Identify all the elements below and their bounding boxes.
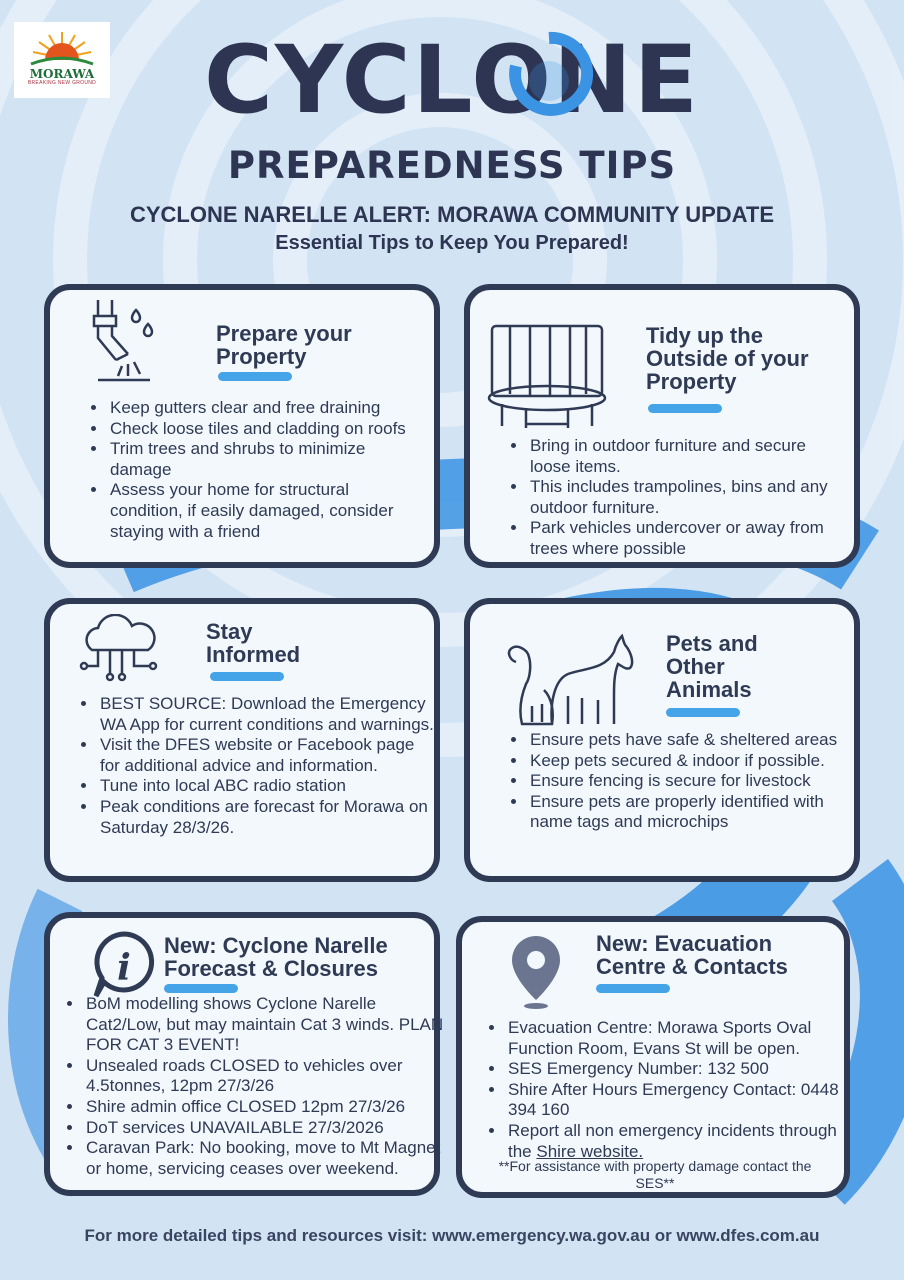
cyclone-o-icon — [504, 26, 594, 136]
shire-website-link[interactable]: Shire website. — [536, 1141, 644, 1161]
list-item: • BEST SOURCE: Download the Emergency WA App for current conditions and warnings. — [98, 694, 438, 735]
card-pets-animals — [464, 598, 860, 882]
title-underline — [596, 984, 670, 993]
tip-list — [506, 730, 868, 833]
card-title: New: Evacuation Centre & Contacts — [596, 931, 788, 979]
card-title: Stay Informed — [206, 619, 301, 667]
tip-list — [86, 398, 408, 542]
alert-heading: CYCLONE NARELLE ALERT: MORAWA COMMUNITY UPDATE — [129, 202, 775, 227]
list-item: • Trim trees and shrubs to minimize damage — [108, 439, 408, 480]
card-title: Pets and Other Animals — [666, 631, 758, 702]
list-item: • Check loose tiles and cladding on roofs — [108, 419, 408, 440]
location-pin-icon — [508, 934, 564, 1010]
gutter-rain-icon — [88, 296, 164, 384]
ses-note: **For assistance with property damage contact the SES** — [498, 1158, 812, 1191]
tip-list — [484, 1018, 846, 1162]
card-title: Prepare your Property — [216, 321, 352, 369]
card-evacuation-contacts — [456, 916, 850, 1198]
info-bubble-icon — [90, 930, 158, 1000]
list-item: • This includes trampolines, bins and any outdoor furniture. — [528, 477, 846, 518]
list-item: • Keep gutters clear and free draining — [108, 398, 408, 419]
list-item: • Tune into local ABC radio station — [98, 776, 438, 797]
tagline: Essential Tips to Keep You Prepared! — [275, 232, 629, 254]
card-tidy-outside — [464, 284, 860, 568]
tip-list — [62, 994, 450, 1179]
list-item: • SES Emergency Number: 132 500 — [506, 1059, 846, 1080]
logo-tagline: BREAKING NEW GROUND — [27, 80, 97, 86]
title-underline — [218, 372, 292, 381]
list-item: • Evacuation Centre: Morawa Sports Oval Function Room, Evans St will be open. — [506, 1018, 846, 1059]
svg-text:i: i — [117, 947, 131, 989]
card-forecast-closures — [44, 912, 444, 1196]
list-item: • Shire After Hours Emergency Contact: 0448 394 160 — [506, 1080, 846, 1121]
card-title: New: Cyclone Narelle Forecast & Closures — [164, 933, 388, 981]
dog-horse-icon — [502, 630, 638, 734]
list-item: • Bring in outdoor furniture and secure loose items. — [528, 436, 846, 477]
list-item: • Shire admin office CLOSED 12pm 27/3/26 — [84, 1097, 450, 1118]
logo-name: MORAWA — [29, 67, 95, 81]
list-item: • BoM modelling shows Cyclone Narelle Cat2/Low, but may maintain Cat 3 winds. PLAN FOR CAT 3 EVENT! — [84, 994, 450, 1056]
title-underline — [666, 708, 740, 717]
page-title: CYCLONE — [203, 26, 701, 135]
list-item: • Keep pets secured & indoor if possible. — [528, 751, 868, 772]
title-underline — [648, 404, 722, 413]
list-item: • Unsealed roads CLOSED to vehicles over 4.5tonnes, 12pm 27/3/26 — [84, 1056, 450, 1097]
list-item: • Peak conditions are forecast for Morawa on Saturday 28/3/26. — [98, 797, 438, 838]
card-stay-informed — [44, 598, 440, 882]
list-item: • Assess your home for structural condition, if easily damaged, consider staying with a friend — [108, 480, 408, 542]
tip-list — [506, 436, 846, 560]
list-item: • Park vehicles undercover or away from trees where possible — [528, 518, 846, 559]
list-item: • Caravan Park: No booking, move to Mt Magnet or home, servicing ceases over weekend. — [84, 1138, 450, 1179]
title-underline — [164, 984, 238, 993]
page-subtitle: PREPAREDNESS TIPS — [227, 144, 677, 187]
list-item: • DoT services UNAVAILABLE 27/3/2026 — [84, 1118, 450, 1139]
list-item: • Report all non emergency incidents through the Shire website. — [506, 1121, 846, 1162]
title-underline — [210, 672, 284, 681]
card-title: Tidy up the Outside of your Property — [646, 323, 809, 394]
list-item: • Ensure pets are properly identified with name tags and microchips — [528, 792, 868, 833]
cloud-network-icon — [78, 614, 162, 682]
list-item: • Visit the DFES website or Facebook page for additional advice and information. — [98, 735, 438, 776]
list-item: • Ensure pets have safe & sheltered areas — [528, 730, 868, 751]
footer-resources: For more detailed tips and resources visit: www.emergency.wa.gov.au or www.dfes.com.au — [84, 1226, 820, 1245]
card-prepare-property — [44, 284, 440, 568]
list-item: • Ensure fencing is secure for livestock — [528, 771, 868, 792]
trampoline-icon — [486, 320, 608, 430]
tip-list — [76, 694, 438, 838]
